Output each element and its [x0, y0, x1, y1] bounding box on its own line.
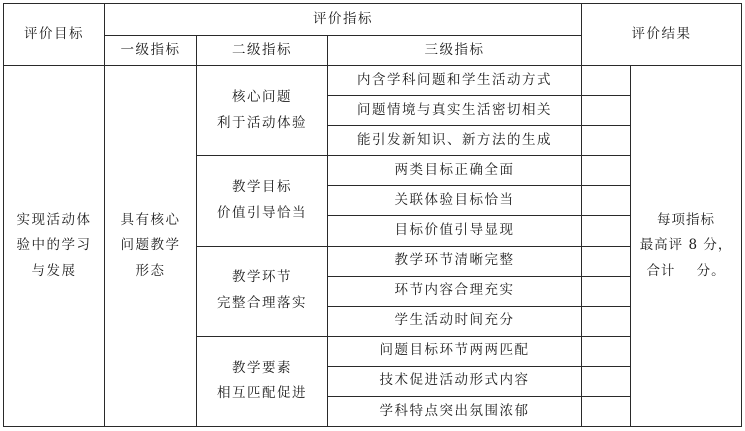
level2-line: 价值引导恰当 [217, 204, 307, 221]
level2-cell [197, 66, 328, 156]
blank-cell [582, 276, 631, 306]
header-target: 评价目标 [4, 4, 105, 66]
level2-cell [197, 336, 328, 426]
target-line: 实现活动体 [16, 211, 92, 228]
level2-line: 教学要素 [232, 359, 292, 376]
level3-item: 教学环节清晰完整 [328, 246, 582, 276]
evaluation-table [3, 3, 742, 427]
result-line: 最高评 8 分， [639, 237, 733, 254]
blank-cell [582, 66, 631, 96]
blank-cell [582, 126, 631, 156]
header-level3: 三级指标 [328, 36, 582, 66]
level3-item: 问题目标环节两两匹配 [328, 336, 582, 366]
blank-cell [582, 96, 631, 126]
blank-cell [582, 336, 631, 366]
header-result: 评价结果 [582, 4, 742, 66]
level2-line: 核心问题 [232, 89, 292, 106]
blank-cell [582, 366, 631, 396]
level1-line: 具有核心 [120, 211, 181, 228]
blank-cell [582, 306, 631, 336]
blank-cell [582, 186, 631, 216]
level2-cell [197, 156, 328, 246]
level3-item: 能引发新知识、新方法的生成 [328, 126, 582, 156]
header-level1: 一级指标 [105, 36, 197, 66]
blank-cell [582, 156, 631, 186]
blank-cell [582, 396, 631, 426]
level3-item: 两类目标正确全面 [328, 156, 582, 186]
level3-item: 学科特点突出氛围浓郁 [328, 396, 582, 426]
header-level2: 二级指标 [197, 36, 328, 66]
target-cell [4, 66, 105, 427]
level2-line: 教学环节 [232, 269, 292, 286]
result-line: 每项指标 [657, 211, 716, 228]
target-line: 与发展 [31, 262, 77, 279]
level3-item: 目标价值引导显现 [328, 216, 582, 246]
level3-item: 环节内容合理充实 [328, 276, 582, 306]
level2-line: 完整合理落实 [217, 295, 307, 312]
level2-line: 利于活动体验 [217, 114, 307, 131]
level3-item: 问题情境与真实生活密切相关 [328, 96, 582, 126]
blank-cell [582, 216, 631, 246]
level2-line: 教学目标 [232, 179, 292, 196]
level3-item: 内含学科问题和学生活动方式 [328, 66, 582, 96]
header-indicator: 评价指标 [105, 4, 582, 36]
level1-cell [105, 66, 197, 427]
result-line: 合计 分。 [646, 262, 726, 279]
level3-item: 关联体验目标恰当 [328, 186, 582, 216]
target-line: 验中的学习 [16, 237, 92, 254]
level2-line: 相互匹配促进 [217, 385, 307, 402]
level3-item: 学生活动时间充分 [328, 306, 582, 336]
level1-line: 形态 [135, 262, 166, 279]
level1-line: 问题教学 [120, 237, 181, 254]
result-cell [631, 66, 742, 427]
level3-item: 技术促进活动形式内容 [328, 366, 582, 396]
blank-cell [582, 246, 631, 276]
level2-cell [197, 246, 328, 336]
